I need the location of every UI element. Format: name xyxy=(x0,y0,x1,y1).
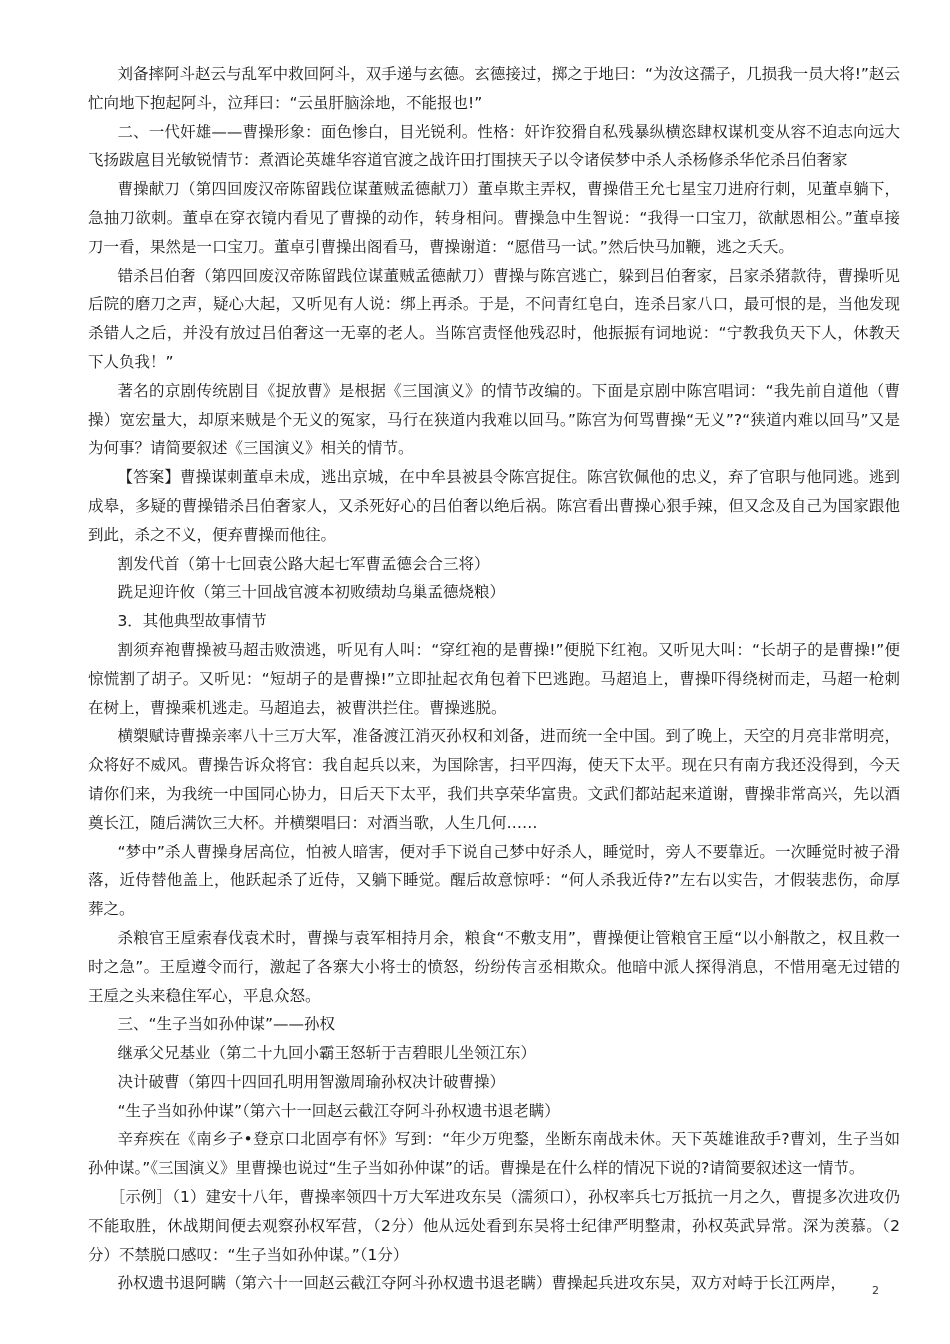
document-page xyxy=(88,60,900,1298)
section-heading-cao-cao: 二、一代奸雄——曹操形象：面色惨白，目光锐利。性格：奸诈狡猾自私残暴纵横恣肆权谋机变从容不迫志向远大飞扬跋扈目光敏锐情节：煮酒论英雄华容道官渡之战许田打围挟天子以令诸侯梦中杀人杀杨修杀华佗杀吕伯奢家 xyxy=(88,122,900,170)
answer-paragraph: 【答案】曹操谋刺董卓未成，逃出京城，在中牟县被县令陈宫捉住。陈宫钦佩他的忠义，弃了官职与他同逃。逃到成皋，多疑的曹操错杀吕伯奢家人，又杀死好心的吕伯奢以绝后祸。陈宫看出曹操心狠手辣，但又念及自己为国家跟他到此，杀之不义，便弃曹操而他往。 xyxy=(88,468,900,544)
page-number: 2 xyxy=(872,1284,879,1297)
paragraph: 曹操献刀（第四回废汉帝陈留践位谋董贼孟德献刀）董卓欺主弄权，曹操借王允七星宝刀进府行刺，见董卓躺下，急抽刀欲刺。董卓在穿衣镜内看见了曹操的动作，转身相问。曹操急中生智说：“我得一口宝刀，欲献恩相公。”董卓接刀一看，果然是一口宝刀。董卓引曹操出阁看马，曹操谢道：“愿借马一试。”然后快马加鞭，逃之夭夭。 xyxy=(88,180,900,256)
story-title: 割发代首（第十七回袁公路大起七军曹孟德会合三将） xyxy=(117,554,490,573)
story-title: 跣足迎许攸（第三十回战官渡本初败绩劫乌巢孟德烧粮） xyxy=(117,583,505,602)
story-title: “生子当如孙仲谋”（第六十一回赵云截江夺阿斗孙权遗书退老瞒） xyxy=(117,1101,560,1120)
paragraph: 刘备摔阿斗赵云与乱军中救回阿斗，双手递与玄德。玄德接过，掷之于地曰：“为汝这孺子，几损我一员大将!”赵云忙向地下抱起阿斗，泣拜曰：“云虽肝脑涂地，不能报也!” xyxy=(88,65,900,112)
question-paragraph: 著名的京剧传统剧目《捉放曹》是根据《三国演义》的情节改编的。下面是京剧中陈宫唱词：“我先前自道他（曹操）宽宏量大，却原来贼是个无义的冤家，马行在狭道内我难以回马。”陈宫为何骂曹操“无义”?“狭道内难以回马”又是为何事？请简要叙述《三国演义》相关的情节。 xyxy=(88,381,900,458)
paragraph: 错杀吕伯奢（第四回废汉帝陈留践位谋董贼孟德献刀）曹操与陈宫逃亡，躲到吕伯奢家，吕家杀猪款待，曹操听见后院的磨刀之声，疑心大起，又听见有人说：绑上再杀。于是，不问青红皂白，连杀吕家八口，最可恨的是，当他发现杀错人之后，并没有放过吕伯奢这一无辜的老人。当陈宫责怪他残忍时，他振振有词地说：“宁教我负天下人，休教天下人负我！” xyxy=(88,266,900,371)
paragraph: 孙权遗书退阿瞒（第六十一回赵云截江夺阿斗孙权遗书退老瞒）曹操起兵进攻东吴，双方对峙于长江两岸， xyxy=(117,1274,846,1293)
paragraph: 割须弃袍曹操被马超击败溃逃，听见有人叫：“穿红袍的是曹操!”便脱下红袍。又听见大叫：“长胡子的是曹操!”便惊慌割了胡子。又听见：“短胡子的是曹操!”立即扯起衣角包着下巴逃跑。马超追上，曹操吓得绕树而走，马超一枪刺在树上，曹操乘机逃走。马超追去，被曹洪拦住。曹操逃脱。 xyxy=(88,640,900,717)
question-paragraph: 辛弃疾在《南乡子•登京口北固亭有怀》写到：“年少万兜鍪，坐断东南战未休。天下英雄谁敌手?曹刘，生子当如孙仲谋。”《三国演义》里曹操也说过“生子当如孙仲谋”的话。曹操是在什么样的情况下说的?请简要叙述这一情节。 xyxy=(88,1130,900,1178)
paragraph: 横槊赋诗曹操亲率八十三万大军，准备渡江消灭孙权和刘备，进而统一全中国。到了晚上，天空的月亮非常明亮，众将好不威风。曹操告诉众将官：我自起兵以来，为国除害，扫平四海，使天下太平。现在只有南方我还没得到，今天请你们来，为我统一中国同心协力，日后天下太平，我们共享荣华富贵。文武们都站起来道谢，曹操非常高兴，先以酒奠长江，随后满饮三大杯。并横槊唱曰：对酒当歌，人生几何…… xyxy=(88,727,900,832)
story-title: 继承父兄基业（第二十九回小霸王怒斩于吉碧眼儿坐领江东） xyxy=(117,1044,536,1063)
section-heading-sun-quan: 三、“生子当如孙仲谋”——孙权 xyxy=(117,1015,335,1034)
story-title: 决计破曹（第四十四回孔明用智激周瑜孙权决计破曹操） xyxy=(117,1072,505,1091)
paragraph: 杀粮官王垕索春伐袁术时，曹操与袁军相持月余，粮食“不敷支用”，曹操便让管粮官王垕“以小斛散之，权且救一时之急”。王垕遵令而行，激起了各寨大小将士的愤怒，纷纷传言丞相欺众。他暗中派人探得消息，不惜用毫无过错的王垕之头来稳住军心，平息众怒。 xyxy=(88,928,900,1005)
paragraph: “梦中”杀人曹操身居高位，怕被人暗害，便对手下说自己梦中好杀人，睡觉时，旁人不要靠近。一次睡觉时被子滑落，近侍替他盖上，他跃起杀了近侍，又躺下睡觉。醒后故意惊呼：“何人杀我近侍?”左右以实告，才假装悲伤，命厚葬之。 xyxy=(88,842,900,919)
subsection-heading: 3．其他典型故事情节 xyxy=(117,612,267,631)
example-answer-paragraph: ［示例］（1）建安十八年，曹操率领四十万大军进攻东吴（濡须口），孙权率兵七万抵抗一月之久，曹提多次进攻仍不能取胜，休战期间便去观察孙权军营，（2分）他从远处看到东吴将士纪律严明整肃，孙权英武异常。深为羡慕。（2分）不禁脱口感叹：“生子当如孙仲谋。”（1分） xyxy=(88,1188,900,1264)
